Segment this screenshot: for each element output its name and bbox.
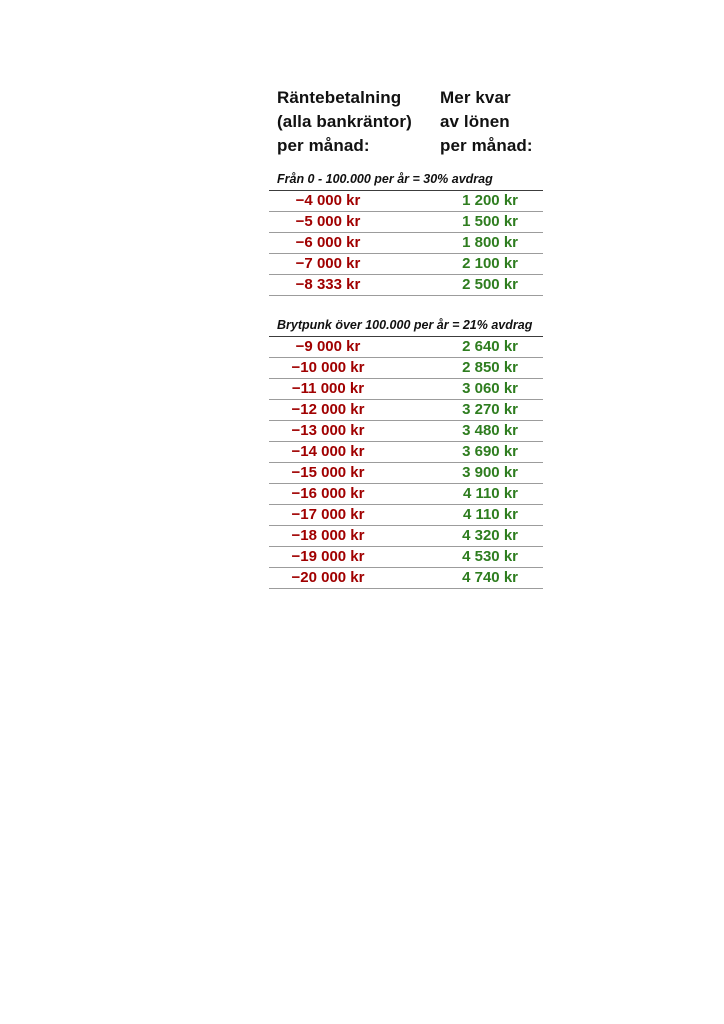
payment-cell: −5 000 kr bbox=[295, 213, 361, 230]
remaining-cell: 4 530 kr bbox=[462, 548, 518, 565]
table-row bbox=[269, 358, 543, 379]
remaining-cell: 2 500 kr bbox=[462, 276, 518, 293]
remaining-cell: 1 200 kr bbox=[462, 192, 518, 209]
table-row bbox=[269, 275, 543, 296]
column-header-payment-line-2: (alla bankräntor) bbox=[277, 112, 412, 131]
tier-title: Från 0 - 100.000 per år = 30% avdrag bbox=[269, 172, 543, 191]
payment-cell: −7 000 kr bbox=[295, 255, 361, 272]
column-header-remaining-line-1: Mer kvar bbox=[440, 88, 511, 107]
column-header-payment-line-1: Räntebetalning bbox=[277, 88, 402, 107]
table-row bbox=[269, 191, 543, 212]
remaining-cell: 2 640 kr bbox=[462, 338, 518, 355]
column-header-remaining-line-2: av lönen bbox=[440, 112, 510, 131]
column-header-payment bbox=[269, 86, 440, 158]
payment-cell: −17 000 kr bbox=[291, 506, 365, 523]
tier-section-21-percent bbox=[269, 318, 543, 589]
remaining-cell: 4 110 kr bbox=[462, 485, 518, 502]
table-row bbox=[269, 379, 543, 400]
tier-section-30-percent bbox=[269, 172, 543, 296]
payment-cell: −6 000 kr bbox=[295, 234, 361, 251]
remaining-cell: 3 060 kr bbox=[462, 380, 518, 397]
payment-cell: −11 000 kr bbox=[291, 380, 365, 397]
payment-cell: −9 000 kr bbox=[295, 338, 361, 355]
table-row bbox=[269, 442, 543, 463]
tier-title: Brytpunk över 100.000 per år = 21% avdrag bbox=[269, 318, 543, 337]
column-headers bbox=[269, 86, 543, 158]
column-header-remaining-line-3: per månad: bbox=[440, 136, 533, 155]
payment-cell: −18 000 kr bbox=[291, 527, 365, 544]
tier-rows bbox=[269, 337, 543, 589]
payment-cell: −12 000 kr bbox=[291, 401, 365, 418]
table-row bbox=[269, 568, 543, 589]
table-row bbox=[269, 505, 543, 526]
column-header-remaining bbox=[440, 86, 543, 158]
payment-cell: −20 000 kr bbox=[291, 569, 365, 586]
table-row bbox=[269, 547, 543, 568]
tier-rows bbox=[269, 191, 543, 296]
remaining-cell: 4 110 kr bbox=[462, 506, 518, 523]
interest-deduction-table bbox=[269, 86, 543, 589]
table-row bbox=[269, 421, 543, 442]
table-row bbox=[269, 212, 543, 233]
payment-cell: −14 000 kr bbox=[291, 443, 365, 460]
remaining-cell: 1 500 kr bbox=[462, 213, 518, 230]
remaining-cell: 2 850 kr bbox=[462, 359, 518, 376]
payment-cell: −10 000 kr bbox=[291, 359, 365, 376]
remaining-cell: 3 690 kr bbox=[462, 443, 518, 460]
payment-cell: −8 333 kr bbox=[295, 276, 361, 293]
table-row bbox=[269, 337, 543, 358]
payment-cell: −19 000 kr bbox=[291, 548, 365, 565]
payment-cell: −13 000 kr bbox=[291, 422, 365, 439]
column-header-payment-line-3: per månad: bbox=[277, 136, 370, 155]
table-row bbox=[269, 484, 543, 505]
table-row bbox=[269, 400, 543, 421]
remaining-cell: 3 900 kr bbox=[462, 464, 518, 481]
remaining-cell: 3 270 kr bbox=[462, 401, 518, 418]
table-row bbox=[269, 526, 543, 547]
remaining-cell: 4 740 kr bbox=[462, 569, 518, 586]
remaining-cell: 2 100 kr bbox=[462, 255, 518, 272]
table-row bbox=[269, 463, 543, 484]
remaining-cell: 4 320 kr bbox=[462, 527, 518, 544]
remaining-cell: 1 800 kr bbox=[462, 234, 518, 251]
payment-cell: −4 000 kr bbox=[295, 192, 361, 209]
table-row bbox=[269, 254, 543, 275]
table-row bbox=[269, 233, 543, 254]
remaining-cell: 3 480 kr bbox=[462, 422, 518, 439]
payment-cell: −16 000 kr bbox=[291, 485, 365, 502]
payment-cell: −15 000 kr bbox=[291, 464, 365, 481]
